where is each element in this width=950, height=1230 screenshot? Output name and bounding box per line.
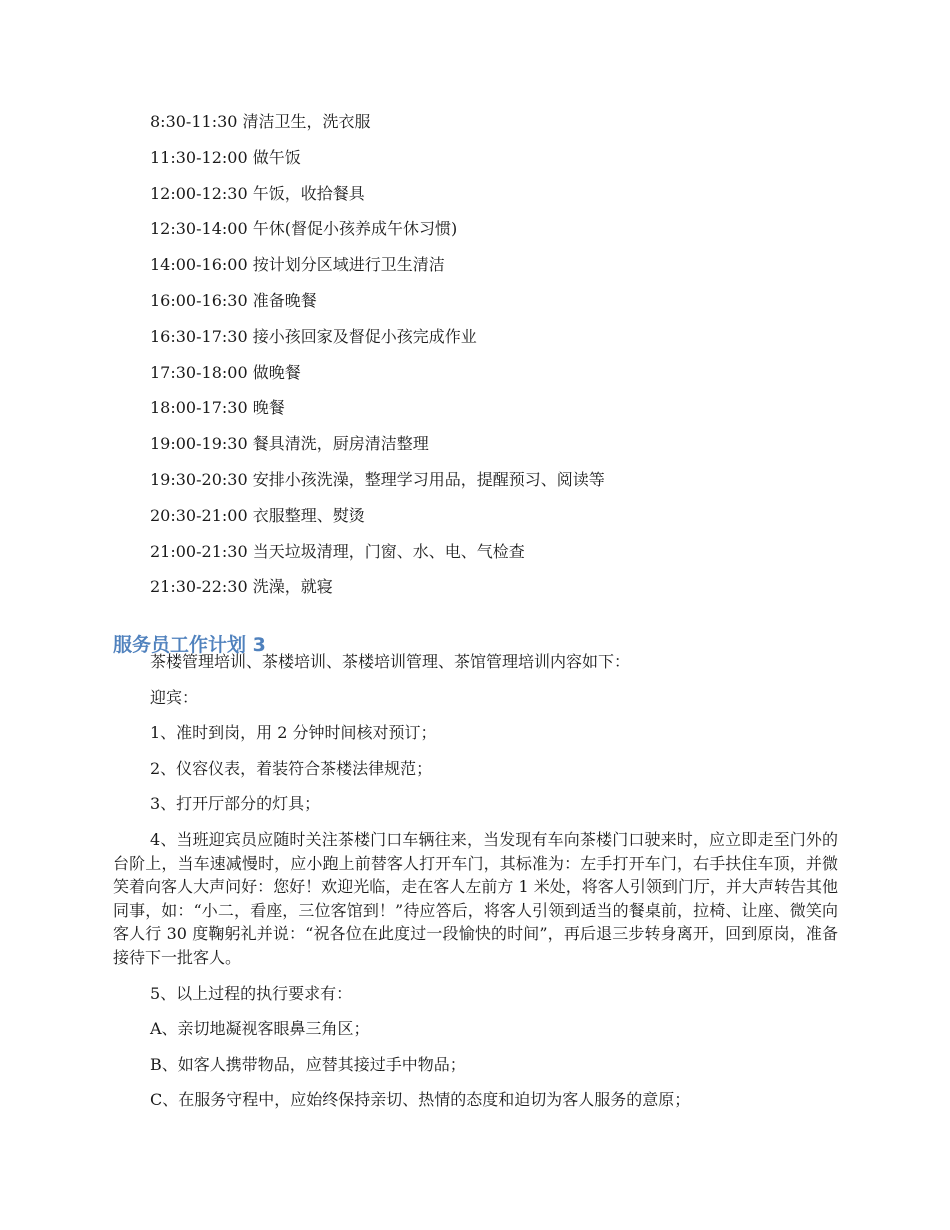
paragraph: C、在服务守程中，应始终保持亲切、热情的态度和迫切为客人服务的意原； — [150, 1090, 691, 1110]
schedule-item: 17:30-18:00 做晚餐 — [150, 362, 301, 382]
schedule-item: 21:30-22:30 洗澡，就寝 — [150, 577, 333, 597]
schedule-item: 19:30-20:30 安排小孩洗澡，整理学习用品，提醒预习、阅读等 — [150, 469, 605, 489]
schedule-item: 18:00-17:30 晚餐 — [150, 398, 285, 418]
schedule-item: 14:00-16:00 按计划分区域进行卫生清洁 — [150, 255, 445, 275]
section-body — [113, 650, 838, 1124]
schedule-item: 19:00-19:30 餐具清洗，厨房清洁整理 — [150, 434, 429, 454]
paragraph: 茶楼管理培训、茶楼培训、茶楼培训管理、茶馆管理培训内容如下： — [150, 652, 631, 671]
paragraph: 1、准时到岗，用 2 分钟时间核对预订； — [150, 723, 437, 743]
paragraph: 4、当班迎宾员应随时关注茶楼门口车辆往来，当发现有车向茶楼门口驶来时，应立即走至门外的台阶上，当车速减慢时，应小跑上前替客人打开车门，其标准为：左手打开车门，右手扶住车顶，并微笑着向客人大声问好：您好！欢迎光临，走在客人左前方 1 米处，将客人引领到门厅，并大声转告其他同事，如：“小二，看座，三位客馆到！”待应答后，将客人引领到适当的餐桌前，拉椅、让座、微笑向客人行 30 度鞠躬礼并说：“祝各位在此度过一段愉快的时间”，再后退三步转身离开，回到原岗，准备接待下一批客人。 — [113, 829, 838, 967]
paragraph: A、亲切地凝视客眼鼻三角区； — [150, 1019, 370, 1039]
schedule-item: 20:30-21:00 衣服整理、熨烫 — [150, 505, 365, 525]
paragraph: 3、打开厅部分的灯具； — [150, 794, 321, 814]
schedule-item: 16:30-17:30 接小孩回家及督促小孩完成作业 — [150, 326, 477, 346]
schedule-item: 21:00-21:30 当天垃圾清理，门窗、水、电、气检查 — [150, 541, 525, 561]
schedule-item: 11:30-12:00 做午饭 — [150, 147, 301, 167]
paragraph: 迎宾： — [150, 687, 199, 707]
paragraph: B、如客人携带物品，应替其接过手中物品； — [150, 1054, 466, 1074]
schedule-item: 12:00-12:30 午饭，收拾餐具 — [150, 183, 365, 203]
schedule-item: 8:30-11:30 清洁卫生，洗衣服 — [150, 112, 371, 131]
daily-schedule-list — [150, 110, 850, 611]
schedule-item: 16:00-16:30 准备晚餐 — [150, 290, 317, 310]
schedule-item: 12:30-14:00 午休(督促小孩养成午休习惯) — [150, 219, 458, 239]
paragraph: 2、仪容仪表，着装符合茶楼法律规范； — [150, 758, 433, 778]
section-heading: 服务员工作计划 3 — [113, 633, 266, 656]
paragraph: 5、以上过程的执行要求有： — [150, 983, 353, 1003]
